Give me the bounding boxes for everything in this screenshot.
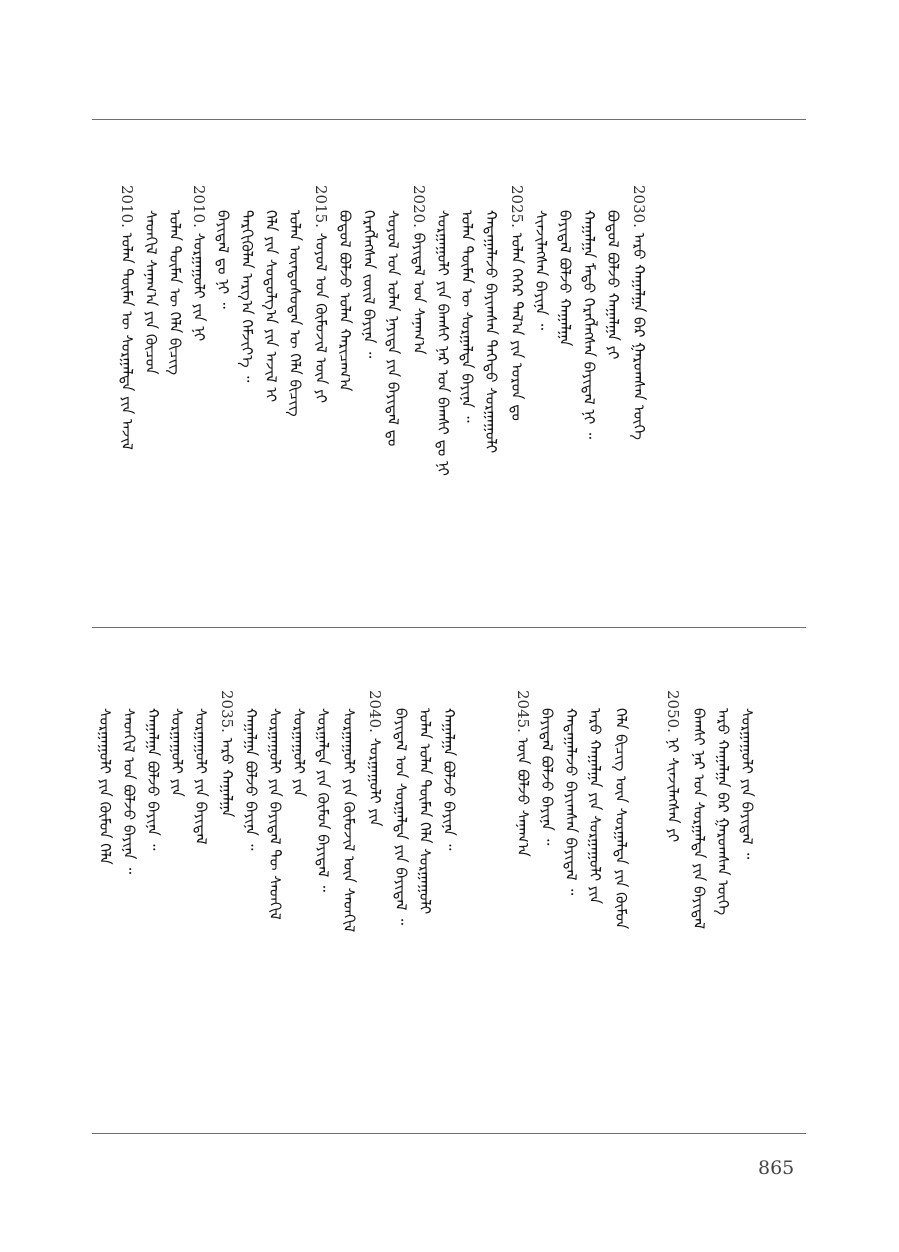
verse-line: ᠰᠣᠶᠣᠯ ᠤᠨ ᠣᠯᠠᠨ ᠨᠡᠶᠢᠲᠡ ᠶᠢᠨ ᠪᠠᠶᠢᠳᠠᠯ ᠳᠤ: [384, 210, 402, 447]
verse-column: [712, 708, 734, 1118]
verse-line: ᠬᠠᠳᠠᠭᠠᠯᠠᠵᠤ ᠪᠠᠶᠢᠭᠰᠠᠨ ᠳᠡᠭᠡᠳᠦ ᠰᠤᠷᠭᠠᠭᠤᠯᠢ: [482, 210, 500, 454]
verse-column: [216, 690, 238, 1120]
verse-column: [118, 708, 140, 1118]
verse-line: ᠠᠷᠤ ᠬᠠᠭᠠᠯᠭᠠ ᠪᠠᠷ ᠭᠠᠷᠤᠭᠰᠠᠨ ᠦᠭᠡ: [714, 708, 732, 916]
verse-line: ᠣᠯᠠᠨ ᠲᠦᠮᠡᠨ ᠦ ᠰᠤᠷᠭᠠᠯᠲᠠ ᠪᠠᠶᠢᠨᠠ ᠃: [458, 210, 476, 423]
verse-line: ᠠᠷᠤ ᠬᠠᠭᠠᠯᠭᠠ: [218, 737, 236, 818]
middle-rule: [92, 627, 806, 628]
verse-line: ᠪᠠᠶᠢᠳᠠᠯ ᠤᠨ ᠰᠤᠷᠭᠠᠯᠲᠠ ᠶᠢᠨ ᠪᠠᠶᠢᠳᠠᠯ ᠃: [392, 708, 410, 926]
verse-column: [166, 708, 188, 1118]
verse-column: [456, 210, 478, 610]
verse-column: [94, 708, 116, 1118]
verse-line: ᠰᠤᠷᠭᠠᠭᠤᠯᠢ ᠶᠢᠨ ᠬᠦᠮᠦᠵᠢᠯ ᠦᠨ ᠰᠡᠳᠬᠢᠯ: [340, 708, 358, 933]
verse-line: ᠣᠯᠠᠨ ᠲᠦᠮᠡᠨ ᠦ ᠬᠡᠯᠡ ᠪᠢᠴᠢᠭ: [166, 210, 184, 376]
top-rule: [92, 119, 806, 120]
verse-line: ᠰᠢᠨᠵᠢᠯᠡᠭᠰᠡᠨ ᠪᠠᠶᠢᠨᠠ ᠃: [532, 210, 550, 330]
verse-column: [164, 210, 186, 610]
verse-line: ᠪᠠᠶᠢᠳᠠᠯ ᠤᠨ ᠰᠠᠨᠠᠭ᠎ᠠ: [410, 232, 428, 355]
verse-column: [414, 708, 436, 1118]
verse-column: [506, 185, 528, 605]
verse-number: 2015.: [312, 185, 330, 228]
verse-number: 2040.: [366, 690, 384, 733]
verse-line: ᠰᠤᠷᠭᠠᠭᠤᠯᠢ ᠶᠢᠨ ᠪᠠᠶᠢᠳᠠᠯ ᠃: [738, 708, 756, 860]
verse-column: [312, 708, 334, 1118]
verse-number: 2010.: [190, 185, 208, 228]
verse-line: ᠪᠠᠶᠢᠳᠠᠯ ᠪᠣᠯᠵᠤ ᠬᠠᠭᠠᠯᠭᠠ: [556, 210, 574, 347]
verse-column: [554, 210, 576, 610]
page-number: 865: [758, 1157, 795, 1179]
bottom-rule: [92, 1133, 806, 1134]
verse-line: ᠰᠤᠷᠭᠠᠭᠤᠯᠢ ᠶᠢᠨ ᠪᠠᠶᠢᠳᠠᠯ ᠲᠦ ᠰᠡᠳᠬᠢᠯ: [266, 708, 284, 920]
verse-column: [382, 210, 404, 610]
verse-column: [408, 185, 430, 605]
verse-line: ᠬᠠᠭᠠᠯᠭᠠ ᠪᠣᠯᠵᠤ ᠪᠠᠶᠢᠨᠠ ᠃: [144, 708, 162, 851]
verse-line: ᠬᠠᠭᠠᠯᠭᠠ ᠮᠡᠲᠦ ᠬᠡᠷᠡᠭᠯᠡᠭᠰᠡᠨ ᠪᠠᠶᠢᠳᠠᠯ ᠨᠢ ᠃: [580, 210, 598, 439]
verse-column: [142, 708, 164, 1118]
verse-number: 2025.: [508, 185, 526, 228]
verse-line: ᠬᠡᠯᠡ ᠪᠢᠴᠢᠭ ᠦᠨ ᠰᠤᠷᠭᠠᠯᠲᠠ ᠶᠢᠨ ᠬᠦᠮᠦᠨ: [612, 708, 630, 930]
verse-number: 2050.: [664, 690, 682, 733]
verse-column: [260, 210, 282, 610]
verse-line: ᠠᠷᠤ ᠬᠠᠭᠠᠯᠭᠠ ᠶᠢᠨ ᠰᠤᠷᠭᠠᠭᠤᠯᠢ ᠶᠢᠨ: [586, 708, 604, 904]
verse-column: [610, 708, 632, 1118]
verse-line: ᠠᠷᠤ ᠬᠠᠭᠠᠯᠭᠠ ᠪᠠᠷ ᠭᠠᠷᠤᠭᠰᠠᠨ ᠦᠭᠡ: [630, 232, 648, 441]
verse-line: ᠣᠯᠠᠨ ᠣᠯᠠᠨ ᠲᠦᠮᠡᠨ ᠬᠡᠯᠡ ᠰᠤᠷᠭᠠᠭᠤᠯᠢ: [416, 708, 434, 915]
verse-column: [688, 708, 710, 1118]
verse-column: [288, 708, 310, 1118]
verse-column: [628, 185, 650, 605]
verse-line: ᠰᠤᠷᠭᠠᠭᠤᠯᠢ ᠶᠢᠨ ᠪᠠᠭᠰᠢ ᠨᠠᠷ ᠤᠨ ᠪᠠᠭᠰᠢ ᠳᠤ ᠨᠢ: [434, 210, 452, 476]
verse-column: [578, 210, 600, 610]
verse-column: [432, 210, 454, 610]
verse-line: ᠬᠡᠯᠡ ᠶᠢᠨ ᠰᠤᠳᠤᠯᠭ᠎ᠠ ᠶᠢᠨ ᠠᠵᠢᠯ ᠢ: [262, 210, 280, 403]
verse-line: ᠬᠠᠭᠠᠯᠭᠠ ᠪᠣᠯᠵᠤ ᠪᠠᠶᠢᠨᠠ ᠃: [242, 708, 260, 851]
verse-line: ᠰᠤᠷᠭᠠᠭᠤᠯᠢ ᠶᠢᠨ ᠪᠠᠶᠢᠳᠠᠯ: [192, 708, 210, 845]
verse-line: ᠬᠠᠳᠠᠭᠠᠯᠠᠵᠤ ᠪᠠᠶᠢᠭᠰᠠᠨ ᠪᠠᠶᠢᠳᠠᠯ ᠃: [562, 708, 580, 896]
verse-column: [334, 210, 356, 610]
verse-column: [140, 210, 162, 610]
verse-column: [190, 708, 212, 1118]
verse-number: 2035.: [218, 690, 236, 733]
verse-line: ᠬᠠᠭᠠᠯᠭᠠ ᠪᠣᠯᠵᠤ ᠪᠠᠶᠢᠨᠠ ᠃: [440, 708, 458, 851]
verse-column: [512, 690, 534, 1120]
verse-column: [584, 708, 606, 1118]
verse-line: ᠰᠤᠷᠭᠠᠭᠤᠯᠢ ᠶᠢᠨ: [290, 708, 308, 797]
verse-line: ᠣᠯᠠᠨ ᠬᠡᠭᠡᠷ ᠲᠠᠯ᠎ᠠ ᠶᠢᠨ ᠣᠷᠤᠨ ᠳᠤ: [508, 232, 526, 421]
verse-column: [736, 708, 758, 1118]
verse-line: ᠦᠨ ᠪᠣᠯᠵᠤ ᠰᠠᠨᠠᠭ᠎ᠠ: [514, 737, 532, 857]
verse-number: 2010.: [118, 185, 136, 228]
verse-column: [602, 210, 624, 610]
verse-column: [240, 708, 262, 1118]
verse-column: [236, 210, 258, 610]
verse-line: ᠪᠠᠭᠰᠢ ᠨᠠᠷ ᠤᠨ ᠰᠤᠷᠭᠠᠯᠲᠠ ᠶᠢᠨ ᠪᠠᠶᠢᠳᠠᠯ: [690, 708, 708, 930]
verse-line: ᠰᠤᠷᠭᠠᠭᠤᠯᠢ ᠶᠢᠨ ᠨᠢ: [190, 232, 208, 342]
verse-column: [284, 210, 306, 610]
verse-line: ᠣᠯᠠᠨ ᠲᠦᠮᠡᠨ ᠦ ᠰᠤᠷᠭᠠᠯᠲᠠ ᠶᠢᠨ ᠠᠵᠢᠯ: [118, 232, 136, 450]
verse-line: ᠰᠤᠷᠭᠠᠯᠲᠠ ᠶᠢᠨ ᠬᠦᠮᠦᠨ ᠪᠠᠶᠢᠳᠠᠯ ᠃: [314, 708, 332, 892]
verse-line: ᠲᠡᠷᠭᠢᠭᠦᠯᠡᠨ ᠠᠷᠭ᠎ᠠ ᠬᠡᠮᠵᠢᠶ᠎ᠡ ᠃: [238, 210, 256, 383]
verse-column: [530, 210, 552, 610]
verse-column: [116, 185, 138, 605]
verse-column: [364, 690, 386, 1120]
verse-column: [662, 690, 684, 1120]
verse-line: ᠰᠣᠶᠣᠯ ᠤᠨ ᠬᠦᠮᠦᠵᠢᠯ ᠦᠨ ᠶᠢ: [312, 232, 330, 404]
verse-line: ᠰᠤᠷᠭᠠᠭᠤᠯᠢ ᠶᠢᠨ: [168, 708, 186, 797]
verse-column: [560, 708, 582, 1118]
verse-column: [536, 708, 558, 1118]
verse-line: ᠪᠣᠳᠣᠯ ᠪᠣᠯᠵᠤ ᠣᠯᠠᠨ ᠬᠠᠷᠢᠴᠠᠭ᠎ᠠ: [336, 210, 354, 392]
verse-line: ᠨᠢ ᠰᠢᠨᠵᠢᠯᠡᠭᠰᠡᠨ ᠶᠢ: [664, 737, 682, 843]
verse-column: [310, 185, 332, 605]
verse-line: ᠣᠯᠠᠨ ᠦᠨᠳᠦᠰᠦᠲᠡᠨ ᠦ ᠬᠡᠯᠡ ᠪᠢᠴᠢᠭ: [286, 210, 304, 417]
verse-column: [264, 708, 286, 1118]
verse-line: ᠰᠡᠳᠬᠢᠯ ᠤᠨ ᠪᠣᠯᠵᠤ ᠪᠠᠶᠢᠨᠠ ᠃: [120, 708, 138, 874]
verse-column: [212, 210, 234, 610]
verse-column: [390, 708, 412, 1118]
verse-column: [358, 210, 380, 610]
verse-line: ᠪᠠᠶᠢᠳᠠᠯ ᠳᠤ ᠨᠢ ᠃: [214, 210, 232, 309]
verse-line: ᠪᠠᠶᠢᠳᠠᠯ ᠪᠣᠯᠵᠤ ᠪᠠᠶᠢᠨᠠ ᠃: [538, 708, 556, 846]
verse-line: ᠰᠤᠷᠭᠠᠭᠤᠯᠢ ᠶᠢᠨ: [366, 737, 384, 827]
verse-line: ᠪᠣᠳᠣᠯ ᠪᠣᠯᠵᠤ ᠬᠠᠭᠠᠯᠭᠠ ᠶᠢ: [604, 210, 622, 360]
verse-column: [338, 708, 360, 1118]
verse-line: ᠬᠡᠷᠡᠭᠯᠡᠭᠰᠡᠨ ᠵᠦᠢᠯ ᠪᠠᠶᠢᠨᠠ ᠃: [360, 210, 378, 359]
verse-number: 2045.: [514, 690, 532, 733]
verse-number: 2020.: [410, 185, 428, 228]
verse-line: ᠰᠤᠷᠭᠠᠭᠤᠯᠢ ᠶᠢᠨ ᠬᠦᠮᠦᠨ ᠬᠡᠯᠡ: [96, 708, 114, 865]
verse-column: [480, 210, 502, 610]
verse-column: [438, 708, 460, 1118]
verse-number: 2030.: [630, 185, 648, 228]
verse-line: ᠰᠡᠳᠬᠢᠯ ᠰᠠᠨᠠᠭ᠎ᠠ ᠶᠢᠨ ᠬᠦᠴᠦᠨ: [142, 210, 160, 375]
verse-column: [188, 185, 210, 605]
